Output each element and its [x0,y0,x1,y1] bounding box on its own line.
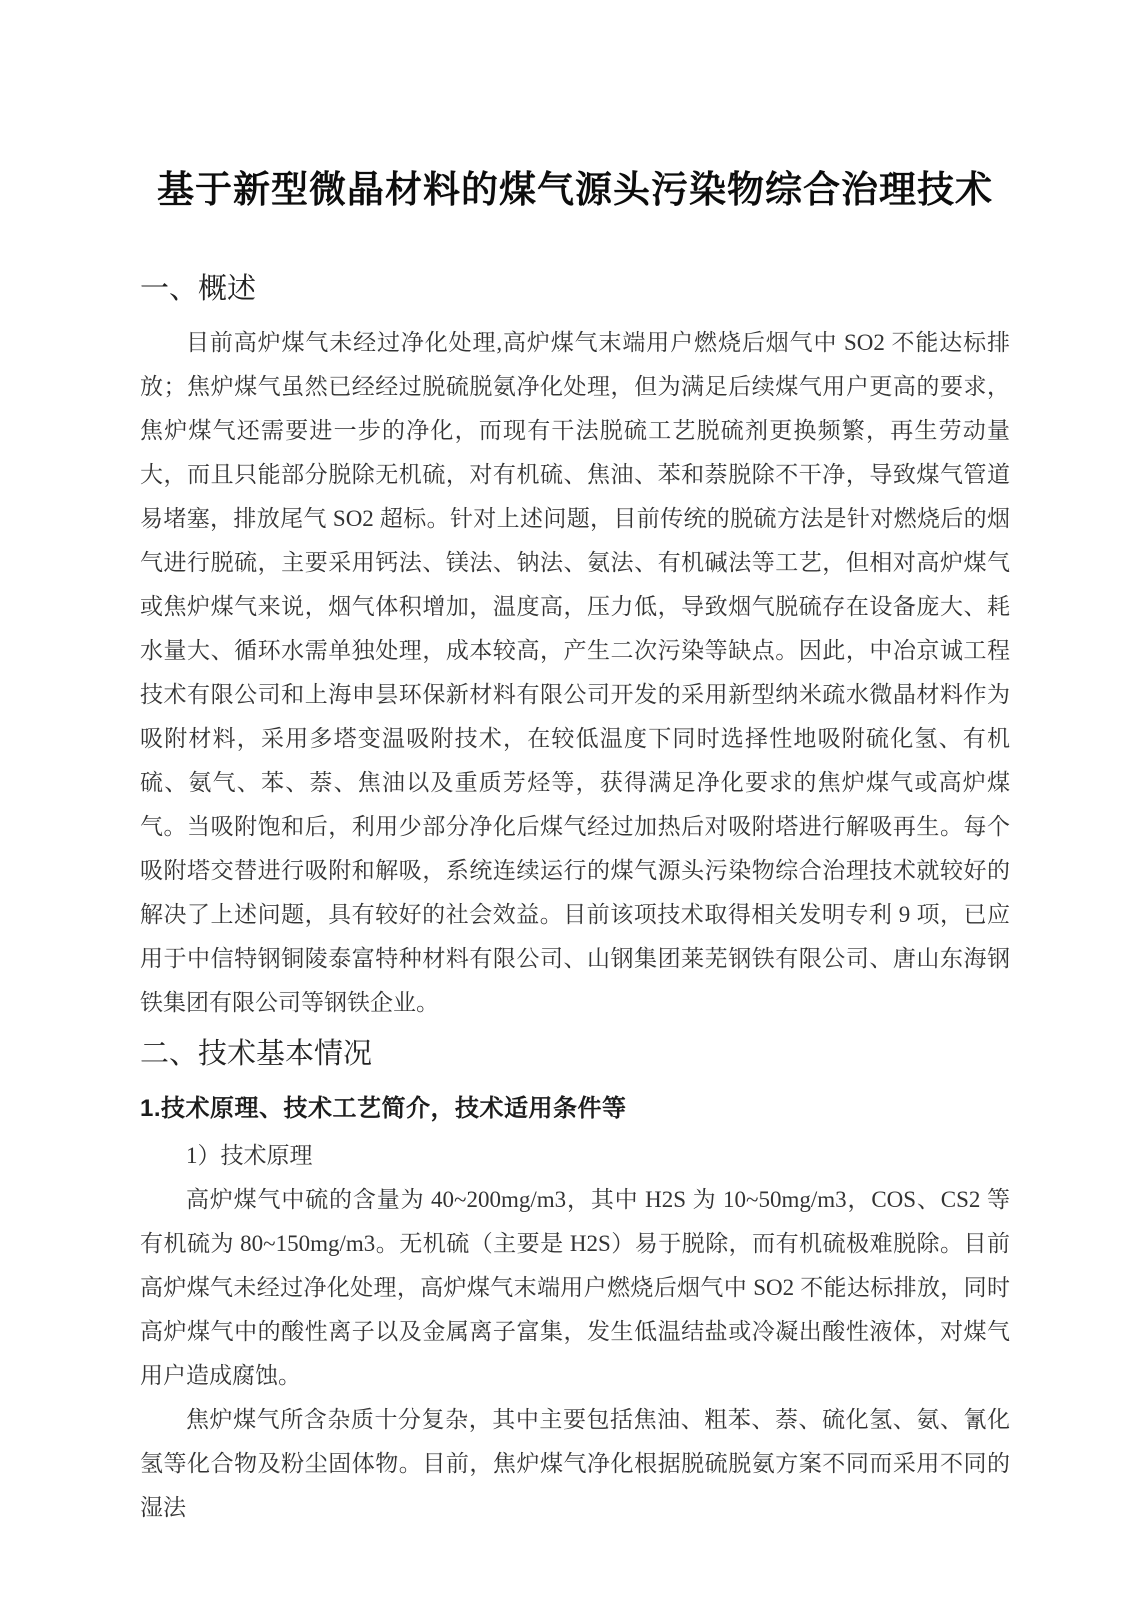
doc-title: 基于新型微晶材料的煤气源头污染物综合治理技术 [157,169,993,210]
overview-paragraph: 目前高炉煤气未经过净化处理,高炉煤气末端用户燃烧后烟气中 SO2 不能达标排放；焦炉煤气虽然已经经过脱硫脱氨净化处理，但为满足后续煤气用户更高的要求，焦炉煤气还需要进一步的净化，而现有干法脱硫工艺脱硫剂更换频繁，再生劳动量大，而且只能部分脱除无机硫，对有机硫、焦油、苯和萘脱除不干净，导致煤气管道易堵塞，排放尾气 SO2 超标。针对上述问题，目前传统的脱硫方法是针对燃烧后的烟气进行脱硫，主要采用钙法、镁法、钠法、氨法、有机碱法等工艺，但相对高炉煤气或焦炉煤气来说，烟气体积增加，温度高，压力低，导致烟气脱硫存在设备庞大、耗水量大、循环水需单独处理，成本较高，产生二次污染等缺点。因此，中冶京诚工程技术有限公司和上海申昙环保新材料有限公司开发的采用新型纳米疏水微晶材料作为吸附材料，采用多塔变温吸附技术，在较低温度下同时选择性地吸附硫化氢、有机硫、氨气、苯、萘、焦油以及重质芳烃等，获得满足净化要求的焦炉煤气或高炉煤气。当吸附饱和后，利用少部分净化后煤气经过加热后对吸附塔进行解吸再生。每个吸附塔交替进行吸附和解吸，系统连续运行的煤气源头污染物综合治理技术就较好的解决了上述问题，具有较好的社会效益。目前该项技术取得相关发明专利 9 项，已应用于中信特钢铜陵泰富特种材料有限公司、山钢集团莱芜钢铁有限公司、唐山东海钢铁集团有限公司等钢铁企业。 [140,330,1010,1015]
basic-situation-body [140,1134,1010,1530]
section-heading-basic-situation: 二、技术基本情况 [140,1038,373,1070]
subsection-heading-principle-intro: 1.技术原理、技术工艺简介，技术适用条件等 [140,1095,627,1122]
principle-paragraph-1: 高炉煤气中硫的含量为 40~200mg/m3，其中 H2S 为 10~50mg/m3，COS、CS2 等有机硫为 80~150mg/m3。无机硫（主要是 H2S）易于脱除，而有机硫极难脱除。目前高炉煤气未经过净化处理，高炉煤气末端用户燃烧后烟气中 SO2 不能达标排放，同时高炉煤气中的酸性离子以及金属离子富集，发生低温结盐或冷凝出酸性液体，对煤气用户造成腐蚀。 [140,1187,1010,1388]
item-heading-tech-principle: 1）技术原理 [186,1143,313,1168]
section-heading-overview: 一、概述 [140,273,257,305]
principle-paragraph-2: 焦炉煤气所含杂质十分复杂，其中主要包括焦油、粗苯、萘、硫化氢、氨、氰化氢等化合物及粉尘固体物。目前，焦炉煤气净化根据脱硫脱氨方案不同而采用不同的湿法 [140,1407,1010,1520]
overview-body [140,321,1010,1025]
